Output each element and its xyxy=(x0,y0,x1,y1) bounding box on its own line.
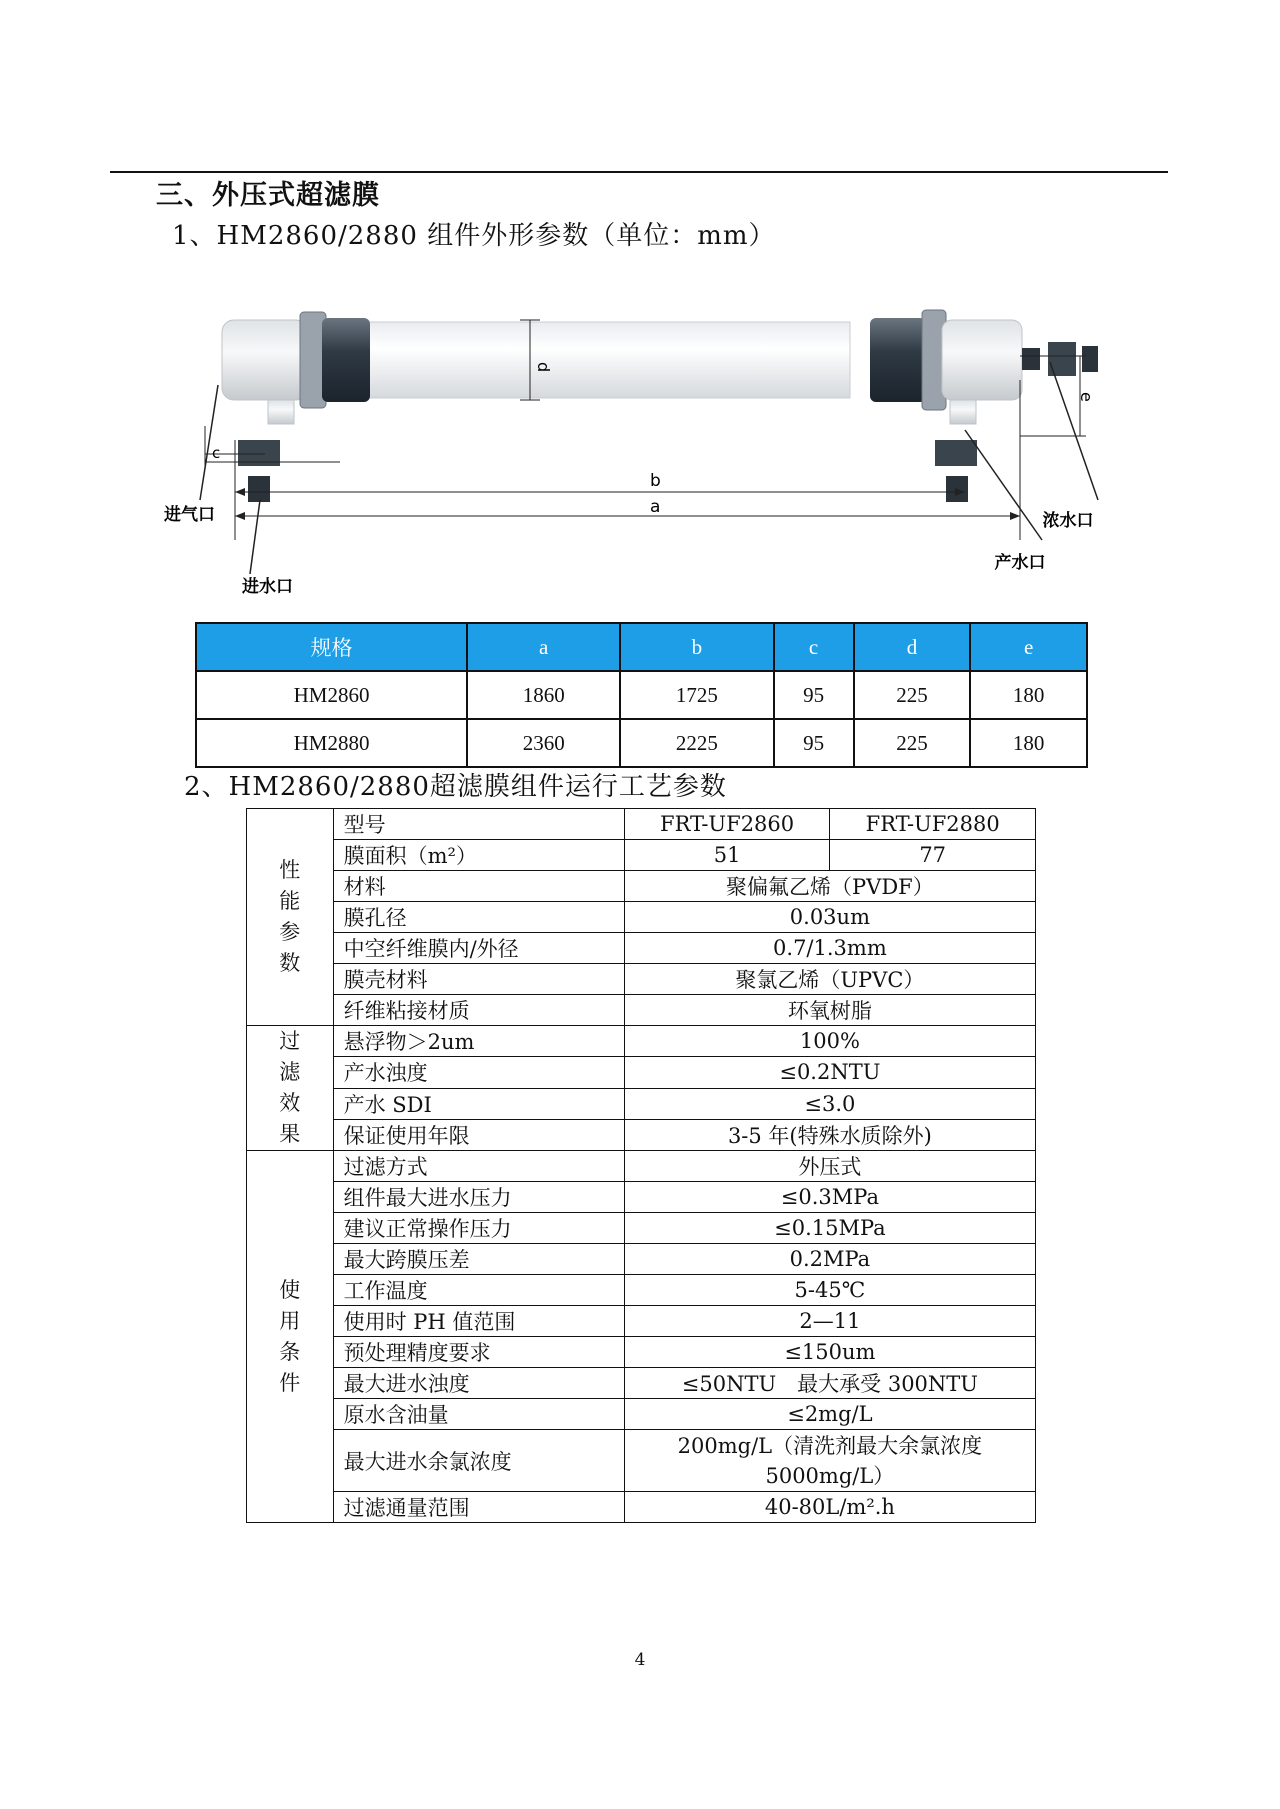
table-row xyxy=(196,719,1087,767)
right-end-cap xyxy=(942,320,1022,400)
cell-d: 225 xyxy=(854,719,971,767)
table-row xyxy=(247,1151,1036,1182)
dimension-table-header xyxy=(196,623,1087,671)
table-row xyxy=(247,964,1036,995)
param-value: 0.7/1.3mm xyxy=(624,933,1035,964)
table-row xyxy=(247,840,1036,871)
param-name: 最大进水余氯浓度 xyxy=(333,1430,624,1492)
cell-b: 1725 xyxy=(620,671,773,719)
dim-d-label: d xyxy=(534,362,553,373)
param-name: 产水 SDI xyxy=(333,1088,624,1119)
air-inlet-label: 进气口 xyxy=(164,505,215,525)
dim-b-label: b xyxy=(650,471,661,491)
param-value: 2—11 xyxy=(624,1306,1035,1337)
subtitle-process-params: 2、HM2860/2880超滤膜组件运行工艺参数 xyxy=(184,772,727,802)
cell-b: 2225 xyxy=(620,719,773,767)
param-value xyxy=(624,1430,1035,1492)
table-row xyxy=(247,995,1036,1026)
param-name: 膜孔径 xyxy=(333,902,624,933)
left-socket xyxy=(248,476,270,502)
table-row xyxy=(247,902,1036,933)
param-value: 3-5 年(特殊水质除外) xyxy=(624,1119,1035,1150)
param-value: ≤0.2NTU xyxy=(624,1057,1035,1088)
table-row xyxy=(247,1492,1036,1523)
subtitle-dimensions: 1、HM2860/2880 组件外形参数（单位：mm） xyxy=(172,221,776,251)
param-value: ≤50NTU 最大承受 300NTU xyxy=(624,1368,1035,1399)
cell-a: 1860 xyxy=(467,671,620,719)
param-value: FRT-UF2880 xyxy=(830,809,1036,840)
section-title: 三、外压式超滤膜 xyxy=(156,180,380,211)
table-row xyxy=(247,1057,1036,1088)
table-row xyxy=(247,1026,1036,1057)
product-outlet-label: 产水口 xyxy=(994,553,1046,573)
concentrate-nipple xyxy=(1022,348,1040,370)
table-row xyxy=(247,809,1036,840)
cell-c: 95 xyxy=(774,671,854,719)
param-name: 型号 xyxy=(333,809,624,840)
header-spec: 规格 xyxy=(196,623,467,671)
table-row xyxy=(247,871,1036,902)
param-value: 5-45℃ xyxy=(624,1275,1035,1306)
param-value: FRT-UF2860 xyxy=(624,809,830,840)
param-name: 中空纤维膜内/外径 xyxy=(333,933,624,964)
cell-spec: HM2880 xyxy=(196,719,467,767)
dimension-table xyxy=(195,622,1088,768)
param-name: 产水浊度 xyxy=(333,1057,624,1088)
param-name: 使用时 PH 值范围 xyxy=(333,1306,624,1337)
right-dark-collar xyxy=(870,318,926,402)
table-row xyxy=(247,1244,1036,1275)
concentrate-union xyxy=(1048,342,1076,376)
param-name: 膜壳材料 xyxy=(333,964,624,995)
dim-a-label: a xyxy=(650,497,661,517)
table-row xyxy=(247,1430,1036,1492)
param-name: 最大进水浊度 xyxy=(333,1368,624,1399)
param-name: 膜面积（m²） xyxy=(333,840,624,871)
header-e: e xyxy=(970,623,1087,671)
param-name: 原水含油量 xyxy=(333,1399,624,1430)
param-name: 悬浮物＞2um xyxy=(333,1026,624,1057)
param-name: 预处理精度要求 xyxy=(333,1337,624,1368)
dim-e-label: e xyxy=(1077,392,1096,402)
group-usage-label: 使用条件 xyxy=(279,1277,301,1395)
process-params-table xyxy=(246,808,1036,1523)
param-value: ≤0.15MPa xyxy=(624,1213,1035,1244)
table-row xyxy=(247,933,1036,964)
group-filtration-label: 过滤效果 xyxy=(279,1029,301,1146)
cell-e: 180 xyxy=(970,719,1087,767)
table-row xyxy=(247,1306,1036,1337)
param-value: 聚偏氟乙烯（PVDF） xyxy=(624,871,1035,902)
left-end-cap xyxy=(222,320,308,400)
header-b: b xyxy=(620,623,773,671)
table-row xyxy=(247,1088,1036,1119)
group-filtration xyxy=(247,1026,334,1151)
param-name: 纤维粘接材质 xyxy=(333,995,624,1026)
param-value: ≤0.3MPa xyxy=(624,1182,1035,1213)
membrane-module-diagram xyxy=(150,290,1100,610)
param-value: ≤2mg/L xyxy=(624,1399,1035,1430)
param-name: 保证使用年限 xyxy=(333,1119,624,1150)
param-value: 51 xyxy=(624,840,830,871)
cell-d: 225 xyxy=(854,671,971,719)
table-row xyxy=(247,1368,1036,1399)
dim-c-label: c xyxy=(212,444,221,462)
header-d: d xyxy=(854,623,971,671)
group-performance xyxy=(247,809,334,1026)
param-name: 工作温度 xyxy=(333,1275,624,1306)
cell-a: 2360 xyxy=(467,719,620,767)
param-name: 过滤通量范围 xyxy=(333,1492,624,1523)
param-value-line1: 200mg/L（清洗剂最大余氯浓度 xyxy=(677,1433,983,1458)
page-number: 4 xyxy=(634,1650,646,1670)
param-value: 聚氯乙烯（UPVC） xyxy=(624,964,1035,995)
concentrate-outlet-label: 浓水口 xyxy=(1042,511,1094,531)
param-value: 环氧树脂 xyxy=(624,995,1035,1026)
table-row xyxy=(247,1337,1036,1368)
param-value: 100% xyxy=(624,1026,1035,1057)
right-side-port xyxy=(950,400,976,424)
cell-c: 95 xyxy=(774,719,854,767)
param-value: 40-80L/m².h xyxy=(624,1492,1035,1523)
param-name: 最大跨膜压差 xyxy=(333,1244,624,1275)
table-row xyxy=(247,1213,1036,1244)
param-value: 77 xyxy=(830,840,1036,871)
param-value: 0.03um xyxy=(624,902,1035,933)
left-dark-collar xyxy=(322,318,370,402)
group-usage xyxy=(247,1151,334,1523)
table-row xyxy=(247,1275,1036,1306)
concentrate-socket xyxy=(1082,346,1098,372)
header-a: a xyxy=(467,623,620,671)
left-side-port xyxy=(268,400,294,424)
table-row xyxy=(247,1119,1036,1150)
param-value: ≤150um xyxy=(624,1337,1035,1368)
right-union xyxy=(935,440,977,466)
water-inlet-label: 进水口 xyxy=(242,577,293,597)
param-value: 0.2MPa xyxy=(624,1244,1035,1275)
group-performance-label: 性能参数 xyxy=(279,858,301,975)
param-name: 材料 xyxy=(333,871,624,902)
param-value-line2: 5000mg/L） xyxy=(765,1463,895,1488)
param-value: ≤3.0 xyxy=(624,1088,1035,1119)
param-name: 组件最大进水压力 xyxy=(333,1182,624,1213)
cell-e: 180 xyxy=(970,671,1087,719)
param-value: 外压式 xyxy=(624,1151,1035,1182)
table-row xyxy=(196,671,1087,719)
table-row xyxy=(247,1399,1036,1430)
table-row xyxy=(247,1182,1036,1213)
tube-body xyxy=(330,322,850,398)
param-name: 过滤方式 xyxy=(333,1151,624,1182)
header-c: c xyxy=(774,623,854,671)
param-name: 建议正常操作压力 xyxy=(333,1213,624,1244)
cell-spec: HM2860 xyxy=(196,671,467,719)
